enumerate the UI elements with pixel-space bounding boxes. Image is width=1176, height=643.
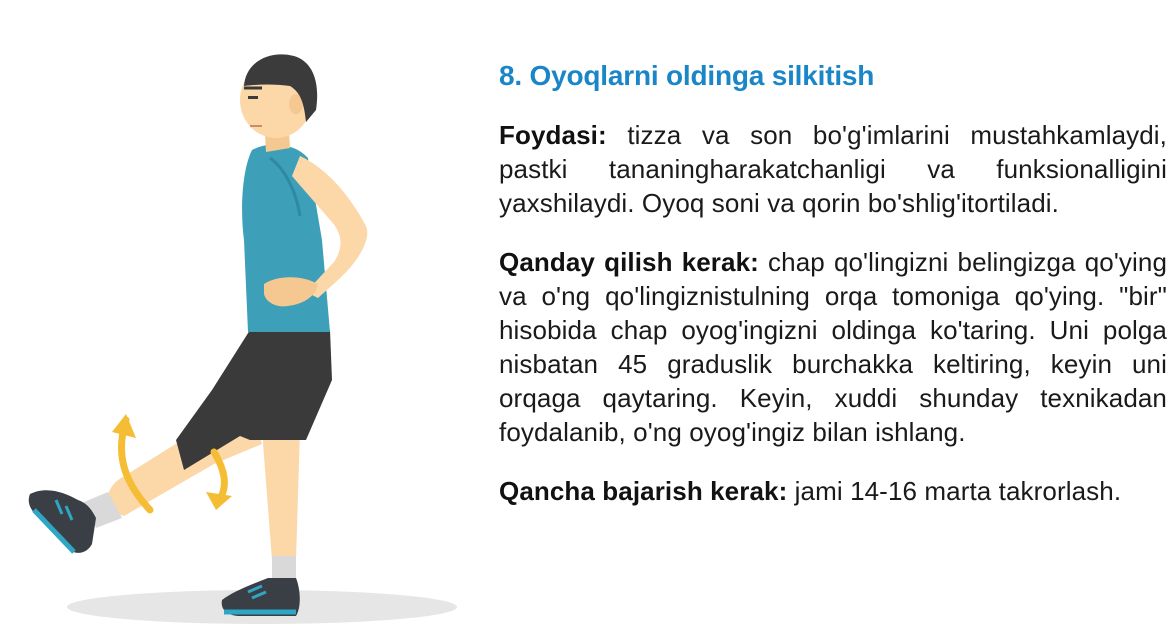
eye [248, 96, 258, 99]
man-leg-swing-figure [0, 40, 480, 638]
arrow-head-up-icon [112, 414, 136, 438]
exercise-illustration [0, 40, 480, 638]
arrow-head-down-icon [206, 492, 232, 510]
swing-shoe [29, 490, 96, 553]
benefits-text: tizza va son bo'g'imlarini mustahkamlaydi, pastki tananingharakatchanligi va funksionalligini yaxshilaydi. Oyoq soni va qorin bo'shlig'itortiladi. [499, 120, 1167, 218]
exercise-description [499, 56, 1167, 533]
exercise-title: 8. Oyoqlarni oldinga silkitish [499, 60, 875, 91]
benefits-label: Foydasi: [499, 120, 607, 150]
instructions-paragraph [499, 245, 1167, 449]
shorts [176, 330, 332, 470]
standing-leg [262, 430, 300, 560]
repetitions-text: jami 14-16 marta takrorlash. [794, 476, 1122, 506]
repetitions-paragraph [499, 474, 1167, 508]
instructions-label: Qanday qilish kerak: [499, 247, 759, 277]
instructions-text: chap qo'lingizni belingizga qo'ying va o'ng qo'lingiznistulning orqa tomoniga qo'ying. "bir" hisobida chap oyog'ingizni oldinga ko'taring. Uni polga nisbatan 45 graduslik burchakka keltiring, keyin uni orqaga qaytaring. Keyin, xuddi shunday texnikadan foydalanib, o'ng oyog'ingiz bilan ishlang. [499, 247, 1168, 447]
repetitions-label: Qancha bajarish kerak: [499, 476, 788, 506]
benefits-paragraph [499, 118, 1167, 220]
